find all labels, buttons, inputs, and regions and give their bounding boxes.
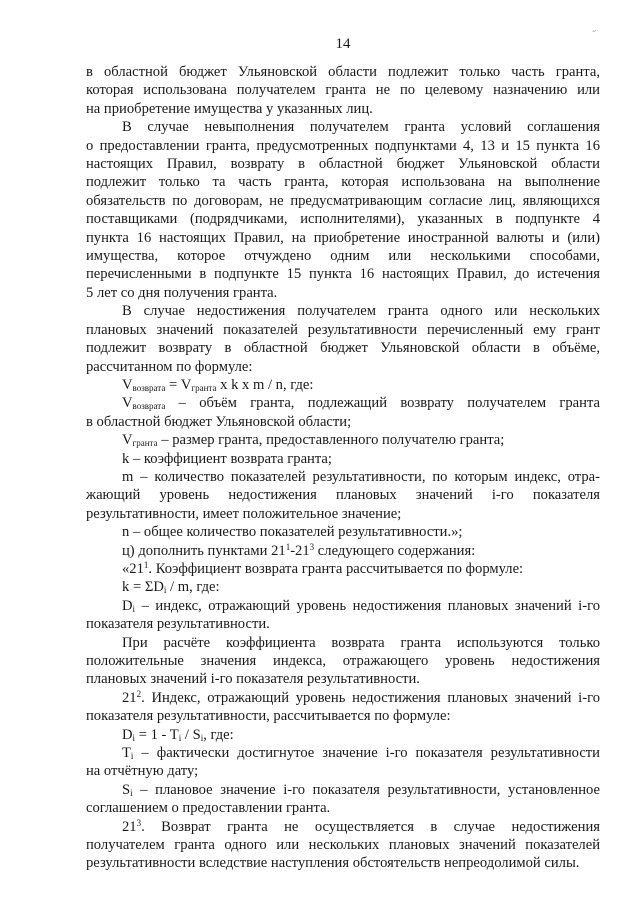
text-line: 5 лет со дня получения гранта.	[86, 284, 278, 301]
text-line: настоящих Правил, возврату в областной бюджет Ульяновской области	[86, 156, 600, 173]
text-line: При расчёте коэффициента возврата гранта используются только	[122, 634, 600, 651]
text-line: поставщиками (подрядчиками, исполнителями), указанных в подпункте 4	[86, 211, 600, 228]
text-line: подлежит возврату в областной бюджет Ульяновской области в объёме,	[86, 340, 600, 357]
page-number: 14	[335, 36, 351, 52]
text-line: в областной бюджет Ульяновской области;	[86, 413, 352, 430]
text-line: обязательств по договорам, не предусматривающим согласие лиц, являющихся	[86, 192, 600, 209]
text-line: на отчётную дату;	[86, 763, 199, 780]
text-line: плановых значений показателей результативности перечисленный ему грант	[86, 321, 600, 338]
text-line: пункта 16 настоящих Правил, на приобретение иностранной валюты и (или)	[86, 229, 600, 246]
text-line: подлежит только та часть гранта, которая использована на выполнение	[86, 174, 600, 191]
text-line: результативности, имеет положительное значение;	[86, 505, 402, 522]
text-line: $V_{гранта}$ – размер гранта, предоставленного получателю гранта;	[122, 432, 505, 449]
text-line: $V_{возврата}$ – объём гранта, подлежащий возврату получателем гранта	[122, 395, 600, 412]
text-line: перечисленными в подпункте 15 пункта 16 настоящих Правил, до истечения	[86, 266, 600, 283]
formula-line: $D_i = 1 - T_i / S_i$, где:	[122, 726, 234, 743]
text-line: ц) дополнить пунктами $21^1-21^3$ следующего содержания:	[122, 541, 476, 559]
text-line: на приобретение имущества у указанных лиц.	[86, 100, 373, 117]
text-line: $21^3$. Возврат гранта не осуществляется в случае недостижения	[122, 817, 600, 835]
text-line: которая использована получателем гранта не по целевому назначению или	[86, 82, 600, 99]
text-line: о предоставлении гранта, предусмотренных подпунктами 4, 13 и 15 пункта 16	[86, 137, 600, 154]
text-line: $21^2$. Индекс, отражающий уровень недостижения плановых значений i-го	[122, 688, 600, 706]
text-line: рассчитанном по формуле:	[86, 358, 253, 375]
text-line: k – коэффициент возврата гранта;	[122, 450, 332, 467]
formula-line: $k = \Sigma D_i / m$, где:	[122, 579, 220, 596]
text-line: m – количество показателей результативности, по которым индекс, отра-	[122, 468, 600, 485]
text-line: соглашением о предоставлении гранта.	[86, 800, 331, 817]
text-line: n – общее количество показателей результативности.»;	[122, 524, 463, 541]
text-line: в областной бюджет Ульяновской области подлежит только часть гранта,	[86, 64, 600, 80]
text-line: показателя результативности.	[86, 616, 270, 633]
text-line: получателем гранта одного или нескольких плановых значений показателей	[86, 837, 600, 854]
text-line: жающий уровень недостижения плановых значений i-го показателя	[86, 487, 600, 504]
text-line: имущества, которое отчуждено одним или несколькими способами,	[86, 248, 600, 265]
text-line: положительные значения индекса, отражающего уровень недостижения	[86, 653, 600, 669]
text-line: В случае недостижения получателем гранта одного или нескольких	[122, 303, 600, 320]
text-line: «$21^1$. Коэффициент возврата гранта рассчитывается по формуле:	[122, 559, 524, 577]
corner-mark: ˝	[592, 30, 596, 41]
text-line: результативности вследствие наступления обстоятельств непреодолимой силы.	[86, 855, 580, 872]
text-line: В случае невыполнения получателем гранта условий соглашения	[122, 119, 600, 136]
text-line: показателя результативности, рассчитывается по формуле:	[86, 708, 451, 725]
text-line: $T_i$ – фактически достигнутое значение i-го показателя результативности	[122, 745, 600, 762]
text-line: $S_i$ – плановое значение i-го показателя результативности, установленное	[122, 781, 600, 798]
text-line: плановых значений i-го показателя результативности.	[86, 671, 420, 688]
text-line: $D_i$ – индекс, отражающий уровень недостижения плановых значений i-го	[122, 597, 600, 614]
formula-line: $V_{возврата} = V_{гранта}$ x k x m / n, где:	[122, 376, 314, 393]
